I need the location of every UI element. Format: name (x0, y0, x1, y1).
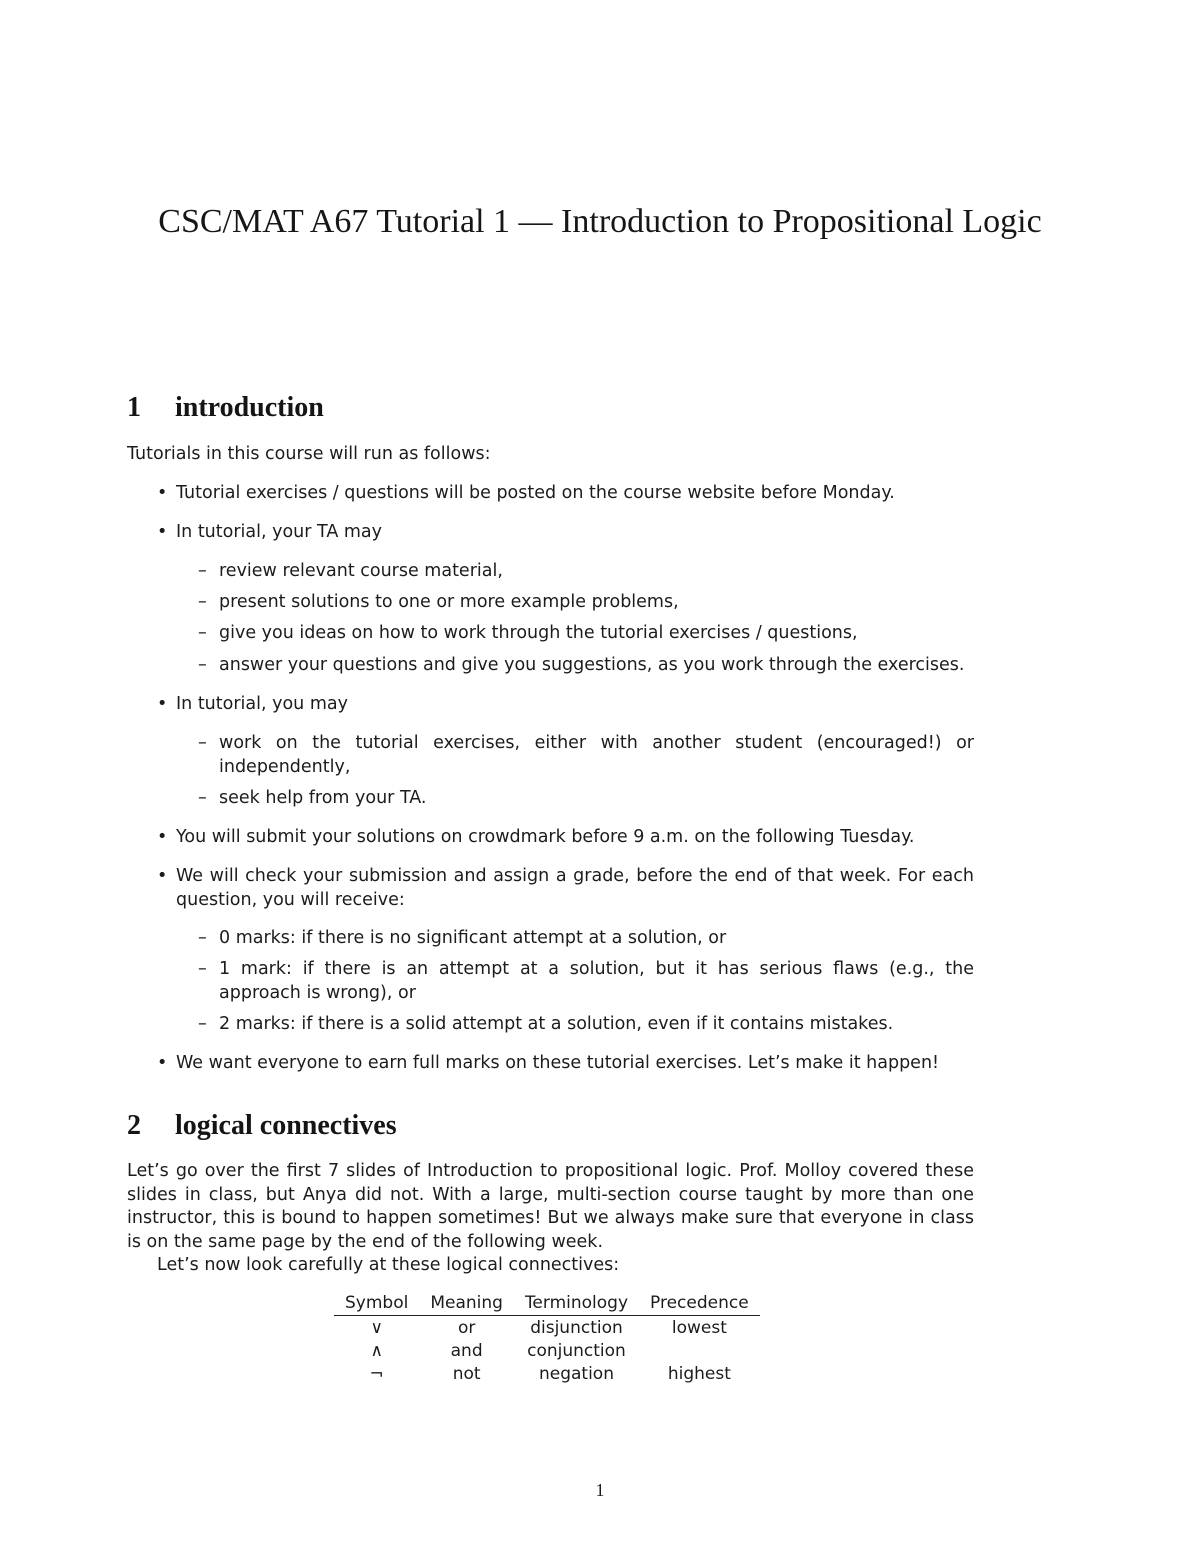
table-cell: ∨ (370, 1317, 383, 1338)
table-cell: disjunction (530, 1317, 623, 1338)
table-header-row (334, 1290, 760, 1316)
list-item: • We will check your submission and assign a grade, before the end of that week. For each question, you will receive: (157, 866, 974, 910)
sub-list-item: – present solutions to one or more example problems, (198, 591, 974, 615)
table-cell: negation (538, 1363, 614, 1384)
column-header: Precedence (639, 1290, 760, 1316)
intro-lead: Tutorials in this course will run as follows: (127, 444, 491, 464)
column-header: Symbol (334, 1290, 419, 1316)
bullet-icon: • (157, 866, 168, 886)
table-row (334, 1362, 760, 1385)
connectives-lead: Let’s now look carefully at these logical connectives: (157, 1255, 620, 1275)
sub-list-item: – answer your questions and give you suggestions, as you work through the exercises. (198, 654, 974, 678)
section-number: 1 (127, 392, 141, 423)
section-title: introduction (175, 392, 324, 423)
table-cell: ∧ (370, 1340, 383, 1361)
column-header: Meaning (419, 1290, 514, 1316)
table-cell: conjunction (527, 1340, 626, 1361)
sub-list-item: – 1 mark: if there is an attempt at a solution, but it has serious flaws (e.g., the approach is wrong), or (198, 959, 974, 1003)
column-header: Terminology (514, 1290, 639, 1316)
list-item: • You will submit your solutions on crowdmark before 9 a.m. on the following Tuesday. (157, 826, 974, 850)
table-row (334, 1339, 760, 1362)
dash-icon: – (198, 733, 207, 753)
bullet-icon: • (157, 483, 168, 503)
table-cell: lowest (671, 1317, 727, 1338)
sub-list-item: – review relevant course material, (198, 560, 974, 584)
dash-icon: – (198, 623, 207, 643)
bullet-icon: • (157, 694, 168, 714)
section-number: 2 (127, 1110, 141, 1141)
bullet-icon: • (157, 827, 168, 847)
list-item: • In tutorial, you may (157, 693, 974, 717)
dash-icon: – (198, 959, 207, 979)
sub-list-item: – 0 marks: if there is no significant attempt at a solution, or (198, 927, 974, 951)
table-cell: ¬ (369, 1363, 384, 1384)
dash-icon: – (198, 561, 207, 581)
list-item: • In tutorial, your TA may (157, 521, 974, 545)
bullet-icon: • (157, 522, 168, 542)
page-number: 1 (595, 1480, 605, 1500)
dash-icon: – (198, 592, 207, 612)
table-cell (639, 1339, 760, 1362)
connectives-paragraph: Let’s go over the first 7 slides of Introduction to propositional logic. Prof. Molloy covered these slides in class, but Anya did not. With a large, multi-section course taught by more than one instructor, this is bound to happen sometimes! But we always make sure that everyone in class is on the same page by the end of the following week. (127, 1161, 974, 1252)
bullet-icon: • (157, 1053, 168, 1073)
list-item: • Tutorial exercises / questions will be posted on the course website before Monday. (157, 482, 974, 506)
sub-list-item: – give you ideas on how to work through the tutorial exercises / questions, (198, 622, 974, 646)
connectives-table (334, 1290, 760, 1385)
dash-icon: – (198, 788, 207, 808)
table-cell: highest (667, 1363, 731, 1384)
table-cell: not (452, 1363, 481, 1384)
table-cell: and (450, 1340, 483, 1361)
dash-icon: – (198, 928, 207, 948)
sub-list-item: – 2 marks: if there is a solid attempt at a solution, even if it contains mistakes. (198, 1013, 974, 1037)
section-title: logical connectives (175, 1110, 397, 1141)
sub-list-item: – seek help from your TA. (198, 787, 974, 811)
document-title: CSC/MAT A67 Tutorial 1 — Introduction to Propositional Logic (158, 203, 1042, 240)
table-row (334, 1316, 760, 1340)
list-item: • We want everyone to earn full marks on these tutorial exercises. Let’s make it happen! (157, 1052, 974, 1076)
section-heading-logical-connectives (127, 1110, 397, 1142)
dash-icon: – (198, 655, 207, 675)
table-cell: or (457, 1317, 476, 1338)
dash-icon: – (198, 1014, 207, 1034)
sub-list-item: – work on the tutorial exercises, either with another student (encouraged!) or independently, (198, 733, 974, 777)
section-heading-introduction (127, 392, 324, 424)
